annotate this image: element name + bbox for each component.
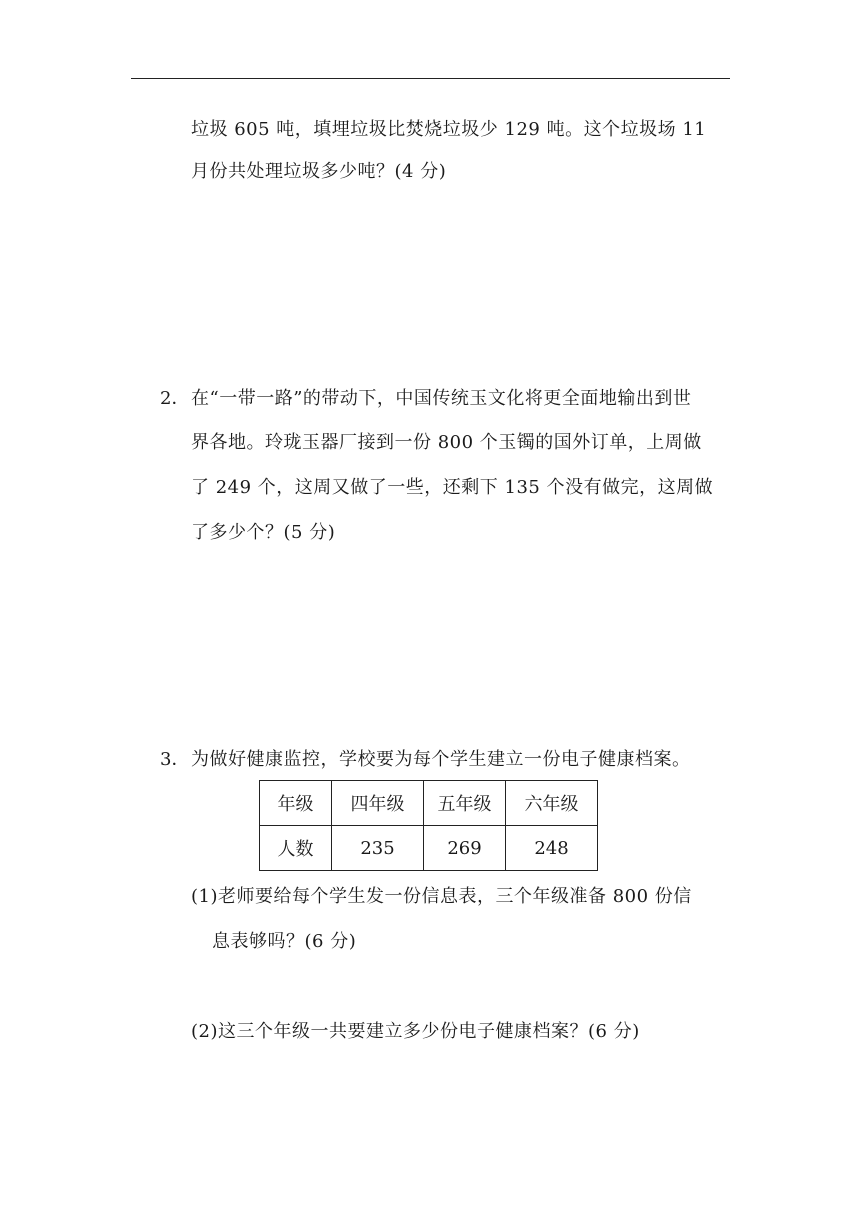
q3-sub2-line-1: (2)这三个年级一共要建立多少份电子健康档案？(6 分) [191, 1021, 640, 1042]
q3-sub1-line-1: (1)老师要给每个学生发一份信息表，三个年级准备 800 份信 [191, 886, 692, 907]
table-cell: 五年级 [424, 781, 506, 826]
q3-text-line-1: 为做好健康监控，学校要为每个学生建立一份电子健康档案。 [191, 749, 691, 770]
q3-number: 3． [160, 749, 190, 770]
table-cell: 四年级 [332, 781, 424, 826]
q2-text-line-4: 了多少个？(5 分) [191, 522, 336, 543]
table-cell: 年级 [260, 781, 332, 826]
table-cell: 269 [424, 826, 506, 871]
q1-text-line-1: 垃圾 605 吨，填埋垃圾比焚烧垃圾少 129 吨。这个垃圾场 11 [191, 119, 707, 140]
table-row-header [260, 781, 598, 826]
table-cell: 248 [506, 826, 598, 871]
q2-text-line-3: 了 249 个，这周又做了一些，还剩下 135 个没有做完，这周做 [191, 477, 714, 498]
table-cell: 235 [332, 826, 424, 871]
top-rule [131, 78, 730, 79]
q2-text-line-1: 在“一带一路”的带动下，中国传统玉文化将更全面地输出到世 [191, 388, 692, 409]
q2-text-line-2: 界各地。玲珑玉器厂接到一份 800 个玉镯的国外订单，上周做 [191, 432, 702, 453]
q1-text-line-2: 月份共处理垃圾多少吨？(4 分) [191, 161, 447, 182]
table-cell: 人数 [260, 826, 332, 871]
grade-count-table [259, 780, 598, 871]
table-row-values [260, 826, 598, 871]
q2-number: 2． [160, 388, 190, 409]
table-cell: 六年级 [506, 781, 598, 826]
q3-sub1-line-2: 息表够吗？(6 分) [212, 931, 357, 952]
